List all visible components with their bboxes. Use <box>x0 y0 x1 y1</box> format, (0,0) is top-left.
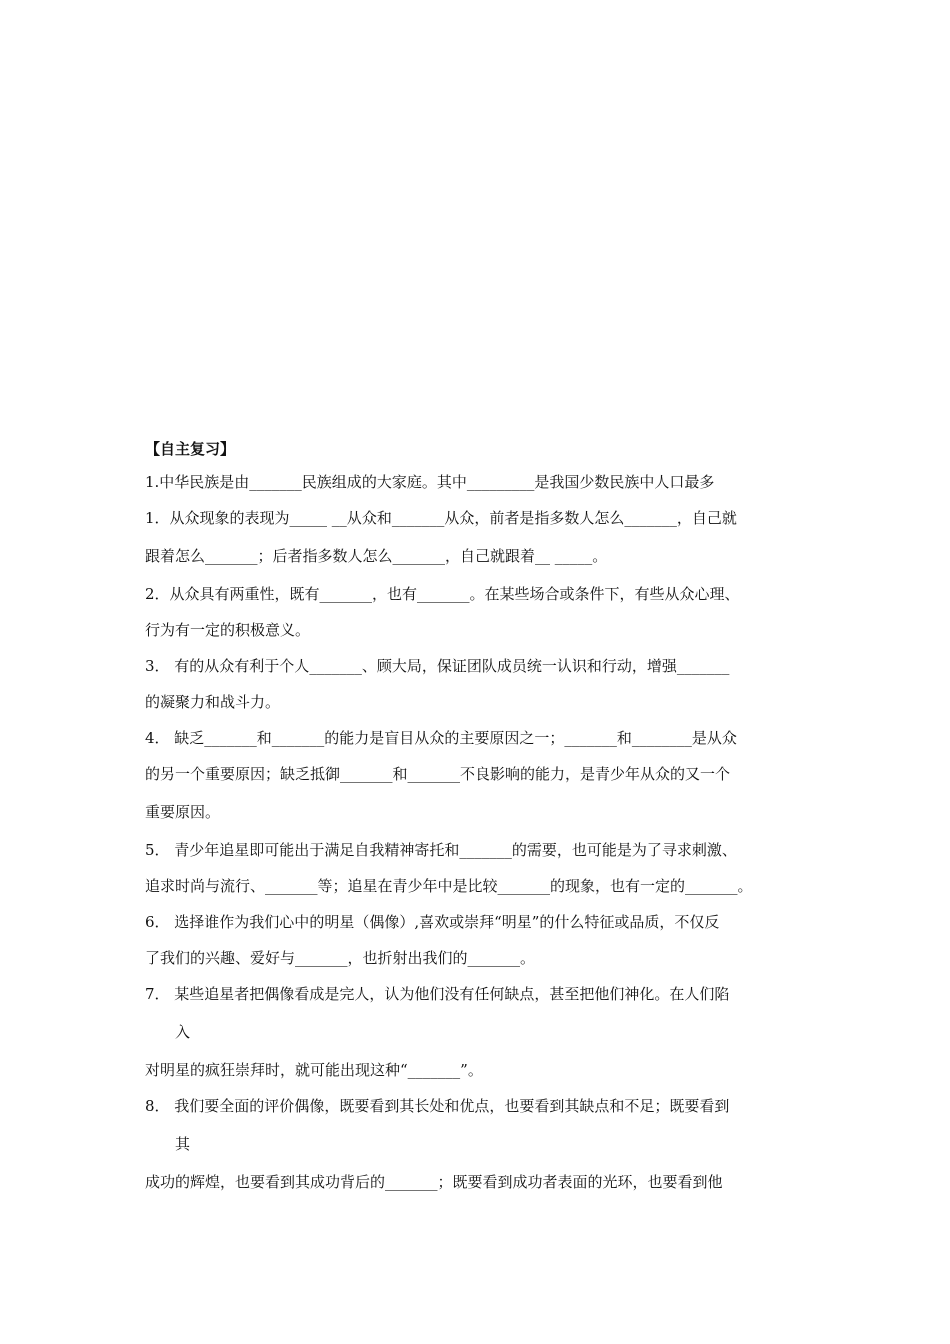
question-line: 重要原因。 <box>145 803 221 821</box>
question-line: 8． 我们要全面的评价偶像，既要看到其长处和优点，也要看到其缺点和不足；既要看到 <box>145 1097 730 1115</box>
question-line: 5． 青少年追星即可能出于满足自我精神寄托和_______的需要，也可能是为了寻求刺激、 <box>145 841 737 859</box>
question-line: 行为有一定的积极意义。 <box>145 621 311 639</box>
question-line: 3． 有的从众有利于个人_______、顾大局，保证团队成员统一认识和行动，增强_______ <box>145 657 730 675</box>
question-line: 了我们的兴趣、爱好与_______，也折射出我们的_______。 <box>145 949 536 967</box>
question-line: 1.中华民族是由_______民族组成的大家庭。其中_________是我国少数民族中人口最多 <box>145 473 715 491</box>
question-line: 4． 缺乏_______和_______的能力是盲目从众的主要原因之一；_______和________是从众 <box>145 729 737 747</box>
question-line: 1．从众现象的表现为_____ __从众和_______从众，前者是指多数人怎么_______，自己就 <box>145 509 737 527</box>
question-line: 其 <box>175 1135 191 1153</box>
question-line: 入 <box>175 1023 191 1041</box>
question-line: 成功的辉煌，也要看到其成功背后的_______；既要看到成功者表面的光环，也要看到他 <box>145 1173 723 1191</box>
question-line: 的另一个重要原因；缺乏抵御_______和_______不良影响的能力，是青少年从众的又一个 <box>145 765 731 783</box>
question-line: 7． 某些追星者把偶像看成是完人，认为他们没有任何缺点，甚至把他们神化。在人们陷 <box>145 985 730 1003</box>
section-title: 【自主复习】 <box>145 440 236 458</box>
question-line: 2．从众具有两重性，既有_______，也有_______。在某些场合或条件下，有些从众心理、 <box>145 585 740 603</box>
question-line: 跟着怎么_______；后者指多数人怎么_______，自己就跟着__ _____。 <box>145 547 608 565</box>
document-content <box>145 434 815 1200</box>
question-line: 对明星的疯狂崇拜时，就可能出现这种“_______”。 <box>145 1061 483 1079</box>
question-line: 追求时尚与流行、_______等；追星在青少年中是比较_______的现象，也有一定的_______。 <box>145 877 753 895</box>
question-line: 6． 选择谁作为我们心中的明星（偶像）,喜欢或崇拜“明星”的什么特征或品质，不仅反 <box>145 913 720 931</box>
question-line: 的凝聚力和战斗力。 <box>145 693 281 711</box>
